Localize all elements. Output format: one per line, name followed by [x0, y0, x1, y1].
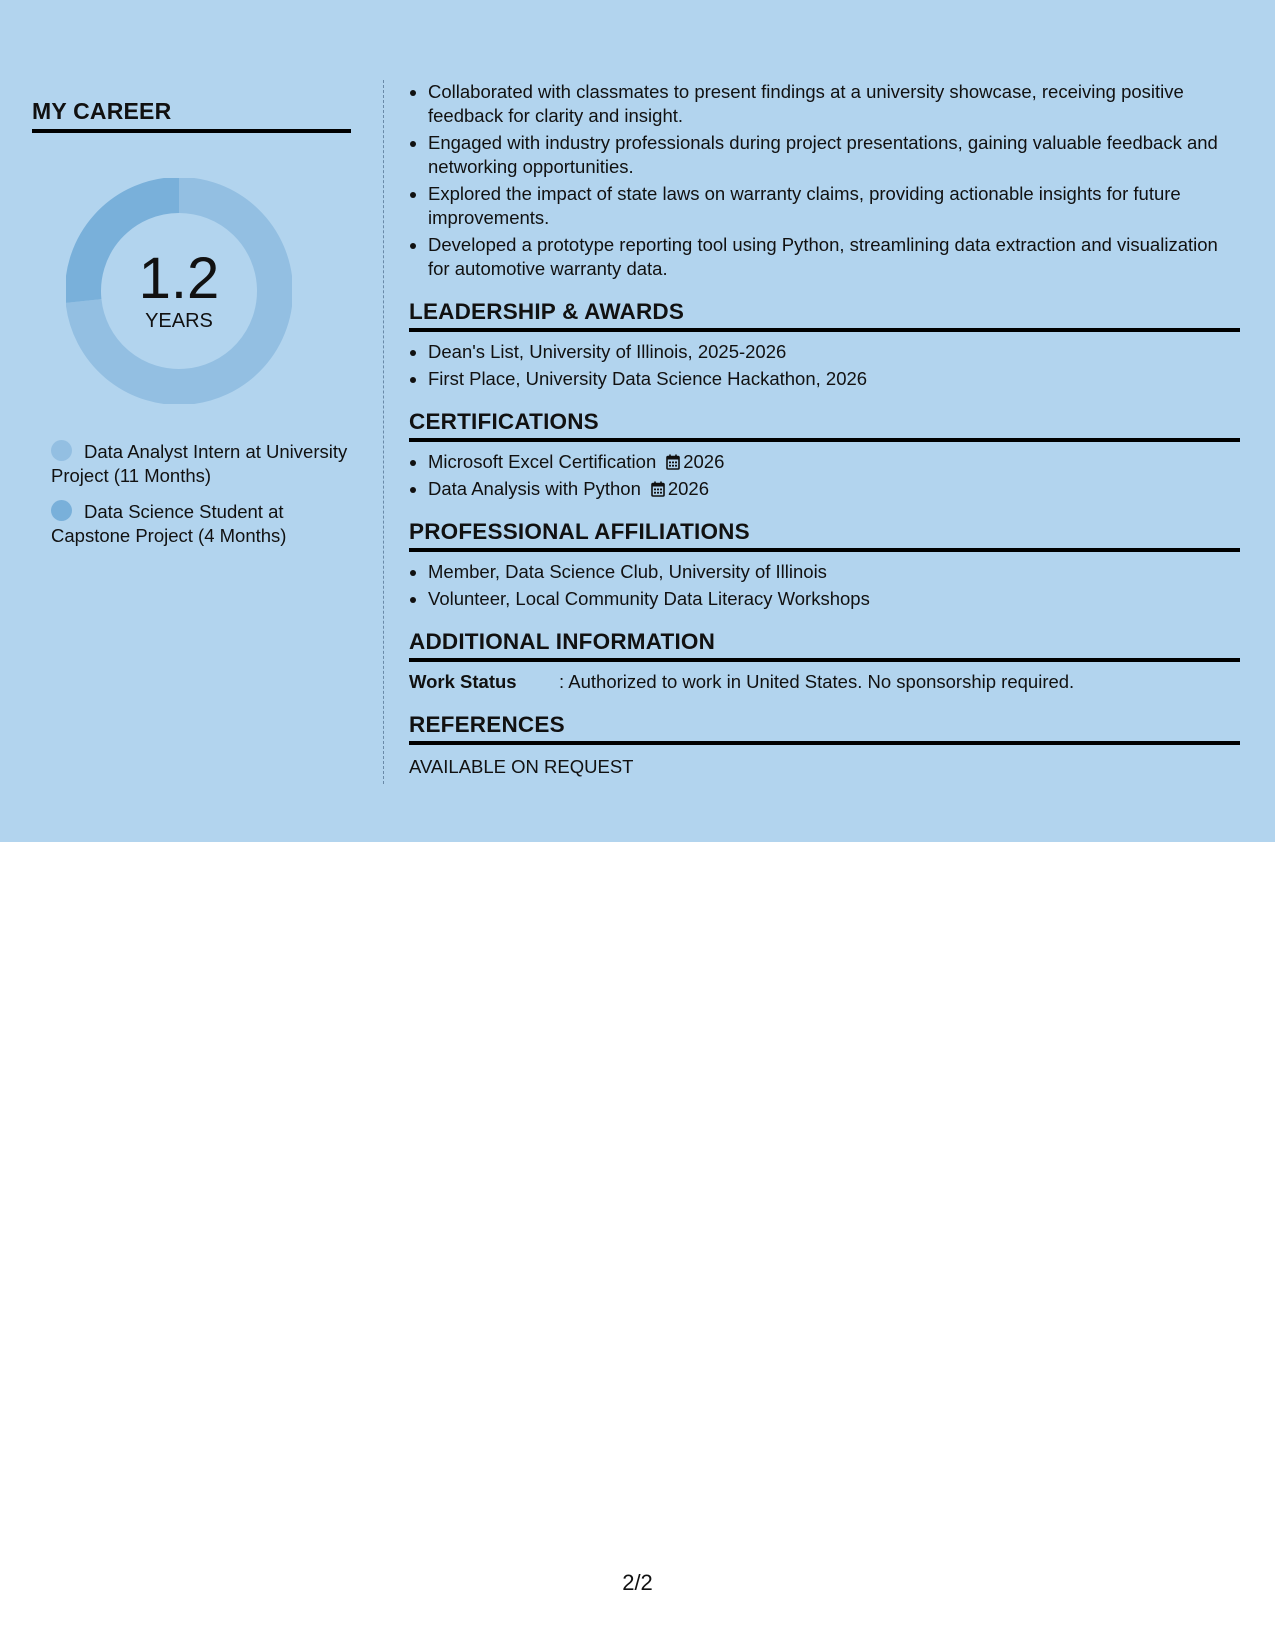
calendar-icon	[651, 481, 665, 497]
affiliations-list	[409, 560, 1240, 611]
additional-info-heading: ADDITIONAL INFORMATION	[409, 629, 1240, 662]
legend-dot-icon	[51, 440, 72, 461]
career-total-years: 1.2	[138, 246, 220, 311]
certification-year: 2026	[667, 478, 710, 499]
leadership-list	[409, 340, 1240, 391]
career-legend	[51, 440, 351, 548]
certifications-list	[409, 450, 1240, 501]
legend-label: Data Science Student at Capstone Project (4 Months)	[51, 501, 287, 546]
certification-name: Microsoft Excel Certification	[428, 451, 657, 472]
list-item: • Volunteer, Local Community Data Literacy Workshops	[428, 587, 1240, 611]
column-divider	[383, 80, 384, 784]
list-item: • Member, Data Science Club, University of Illinois	[428, 560, 1240, 584]
work-status-label: Work Status	[409, 671, 517, 692]
career-sidebar	[32, 98, 351, 560]
career-heading: MY CAREER	[32, 98, 351, 133]
list-item: • Collaborated with classmates to present findings at a university showcase, receiving positive feedback for clarity and insight.	[428, 80, 1240, 128]
affiliations-heading: PROFESSIONAL AFFILIATIONS	[409, 519, 1240, 552]
certifications-heading: CERTIFICATIONS	[409, 409, 1240, 442]
experience-bullet-list	[409, 80, 1240, 281]
leadership-heading: LEADERSHIP & AWARDS	[409, 299, 1240, 332]
work-status-row	[409, 670, 1240, 694]
references-heading: REFERENCES	[409, 712, 1240, 745]
legend-item	[51, 500, 351, 548]
list-item: • Developed a prototype reporting tool using Python, streamlining data extraction and visualization for automotive warranty data.	[428, 233, 1240, 281]
list-item: • Dean's List, University of Illinois, 2025-2026	[428, 340, 1240, 364]
certification-name: Data Analysis with Python	[428, 478, 641, 499]
list-item	[428, 477, 1240, 501]
career-total-unit: YEARS	[145, 310, 213, 332]
calendar-icon	[666, 454, 680, 470]
donut-center-label	[66, 246, 292, 333]
main-content	[409, 80, 1240, 779]
legend-item	[51, 440, 351, 488]
list-item: • First Place, University Data Science Hackathon, 2026	[428, 367, 1240, 391]
career-donut-chart	[66, 178, 292, 404]
list-item	[428, 450, 1240, 474]
certification-year: 2026	[683, 451, 725, 472]
work-status-value: : Authorized to work in United States. No sponsorship required.	[559, 671, 1075, 692]
references-text: AVAILABLE ON REQUEST	[409, 756, 634, 777]
list-item: • Explored the impact of state laws on warranty claims, providing actionable insights for future improvements.	[428, 182, 1240, 230]
legend-label: Data Analyst Intern at University Project (11 Months)	[51, 441, 348, 486]
list-item: • Engaged with industry professionals during project presentations, gaining valuable feedback and networking opportunities.	[428, 131, 1240, 179]
legend-dot-icon	[51, 500, 72, 521]
page-number: 2/2	[622, 1570, 653, 1595]
